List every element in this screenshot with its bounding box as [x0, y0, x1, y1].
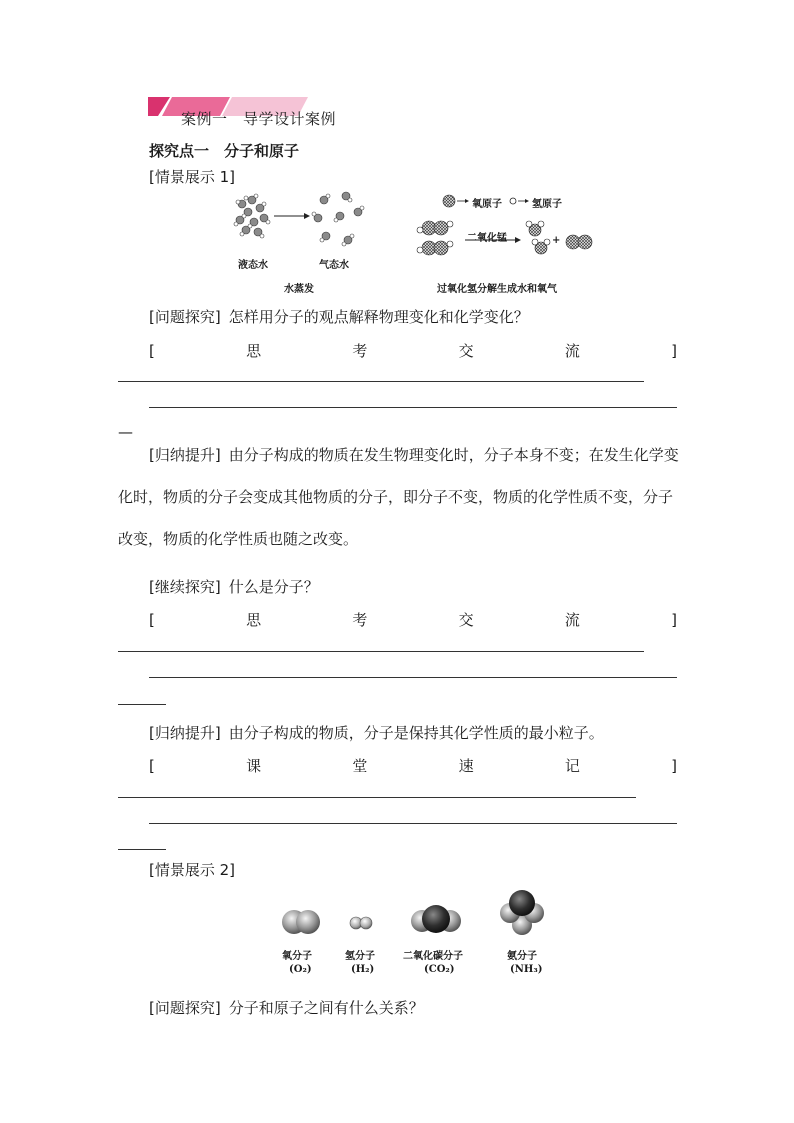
molecule-formula: (CO₂)	[424, 964, 455, 975]
reaction-graphic	[415, 190, 605, 260]
summary-1-tag: [归纳提升]	[149, 446, 221, 464]
think-exchange-1	[149, 341, 677, 361]
notes-char: 速	[458, 757, 474, 775]
molecule-name: 二氧化碳分子	[403, 951, 463, 962]
question-2-text: 什么是分子？	[228, 578, 319, 596]
plus-sign: +	[552, 235, 561, 246]
molecule-name: 氧分子	[282, 951, 312, 962]
scene1-label: [情景展示 1]	[149, 168, 236, 186]
think-char: 考	[352, 342, 368, 360]
notes-char: 记	[564, 757, 580, 775]
evaporation-diagram	[228, 190, 378, 290]
question-1-tag: [问题探究]	[149, 308, 221, 326]
answer-line[interactable]	[149, 677, 677, 678]
think-char: 考	[352, 611, 368, 629]
think-char: 流	[564, 342, 580, 360]
gas-water-label: 气态水	[319, 260, 349, 271]
molecule-formula: (H₂)	[351, 964, 375, 975]
reaction-caption: 过氧化氢分解生成水和氧气	[437, 284, 557, 295]
molecule-name: 氢分子	[345, 951, 375, 962]
reaction-diagram	[415, 190, 605, 260]
notes-char: 课	[246, 757, 262, 775]
notes-line[interactable]	[118, 849, 166, 850]
bracket-close: ]	[671, 757, 677, 775]
question-3	[149, 998, 424, 1018]
legend-oxygen-label: 氧原子	[472, 199, 502, 210]
notes-char: 堂	[352, 757, 368, 775]
liquid-water-label: 液态水	[238, 260, 268, 271]
summary-2-tag: [归纳提升]	[149, 724, 221, 742]
think-char: 流	[564, 611, 580, 629]
bracket-open: [	[149, 342, 155, 360]
evaporation-caption: 水蒸发	[284, 284, 314, 295]
notes-line[interactable]	[149, 823, 677, 824]
question-3-text: 分子和原子之间有什么关系？	[228, 999, 424, 1017]
think-char: 交	[458, 611, 474, 629]
molecule-name: 氨分子	[507, 951, 537, 962]
question-2-tag: [继续探究]	[149, 578, 221, 596]
summary-2	[149, 723, 604, 743]
answer-line[interactable]	[118, 381, 644, 382]
answer-line[interactable]	[149, 407, 677, 408]
class-notes	[149, 756, 677, 776]
scene2-label: [情景展示 2]	[149, 861, 236, 879]
molecule-formula: (NH₃)	[510, 964, 543, 975]
summary-2-text: 由分子构成的物质，分子是保持其化学性质的最小粒子。	[228, 724, 604, 742]
answer-line[interactable]	[118, 704, 166, 705]
bracket-open: [	[149, 757, 155, 775]
question-1-text: 怎样用分子的观点解释物理变化和化学变化？	[228, 308, 529, 326]
think-char: 思	[246, 342, 262, 360]
summary-1	[118, 434, 680, 560]
question-1	[149, 307, 529, 327]
bracket-close: ]	[671, 342, 677, 360]
bracket-close: ]	[671, 611, 677, 629]
question-2	[149, 577, 319, 597]
answer-line[interactable]	[118, 651, 644, 652]
molecule-models-graphic	[270, 885, 570, 935]
molecule-formula: (O₂)	[289, 964, 312, 975]
molecule-models	[270, 885, 570, 935]
think-exchange-2	[149, 610, 677, 630]
think-char: 交	[458, 342, 474, 360]
water-molecules-graphic	[228, 190, 378, 260]
header-title: 案例一 导学设计案例	[181, 110, 337, 128]
legend-hydrogen-label: 氢原子	[532, 199, 562, 210]
question-3-tag: [问题探究]	[149, 999, 221, 1017]
section-title: 探究点一 分子和原子	[149, 142, 300, 160]
answer-line-tail: —	[118, 423, 133, 441]
notes-line[interactable]	[118, 797, 636, 798]
summary-1-text: 由分子构成的物质在发生物理变化时，分子本身不变；在发生化学变化时，物质的分子会变成其他物质的分子，即分子不变，物质的化学性质不变，分子改变，物质的化学性质也随之改变。	[118, 446, 679, 548]
think-char: 思	[246, 611, 262, 629]
catalyst-label: 二氧化锰	[467, 233, 507, 244]
bracket-open: [	[149, 611, 155, 629]
